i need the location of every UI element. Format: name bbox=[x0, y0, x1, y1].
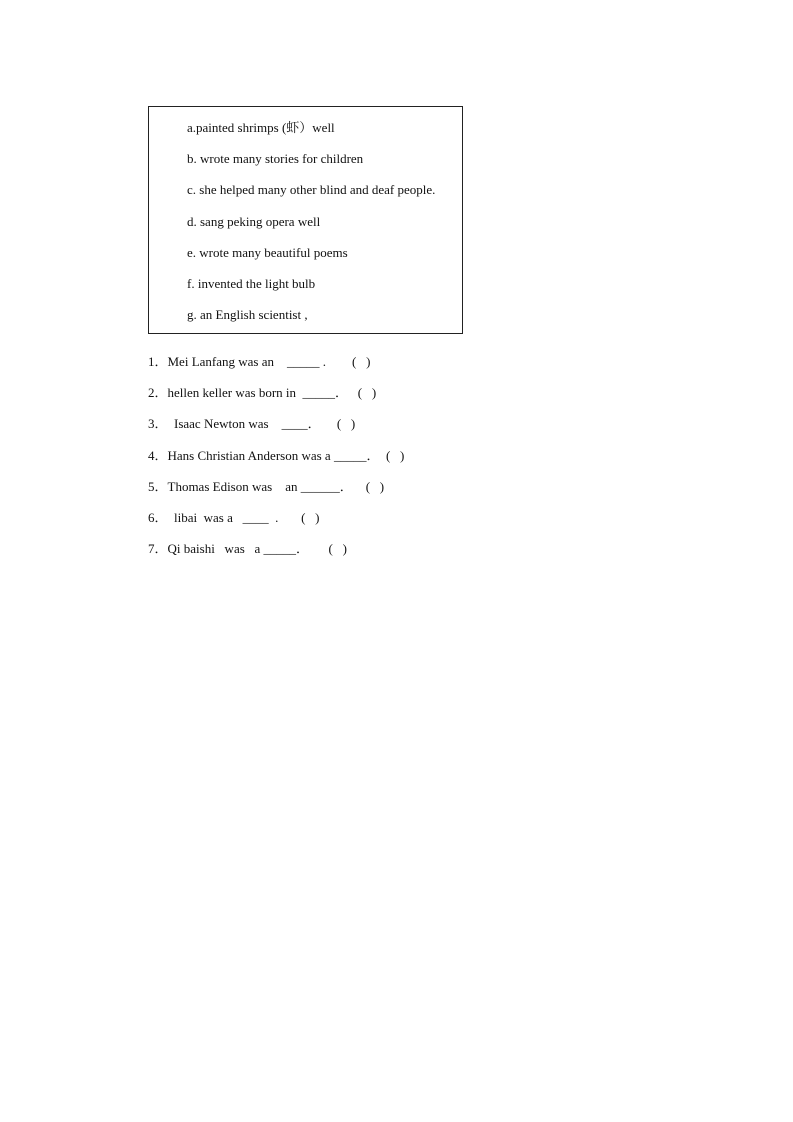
option-f: f. invented the light bulb bbox=[187, 276, 316, 291]
question-4: 4．Hans Christian Anderson was a _____． ( ) bbox=[148, 448, 405, 463]
answer-options-box bbox=[148, 106, 463, 334]
option-a: a.painted shrimps (虾）well bbox=[187, 120, 335, 135]
question-5: 5．Thomas Edison was an ______． ( ) bbox=[148, 479, 385, 494]
option-b: b. wrote many stories for children bbox=[187, 151, 364, 166]
option-g: g. an English scientist , bbox=[187, 307, 308, 322]
option-c: c. she helped many other blind and deaf people. bbox=[187, 182, 436, 197]
question-1: 1．Mei Lanfang was an _____ . ( ) bbox=[148, 354, 371, 369]
question-6: 6． libai was a ____ . ( ) bbox=[148, 510, 320, 525]
question-2: 2．hellen keller was born in _____． ( ) bbox=[148, 385, 377, 400]
question-3: 3． Isaac Newton was ____． ( ) bbox=[148, 416, 356, 431]
question-7: 7．Qi baishi was a _____． ( ) bbox=[148, 541, 347, 556]
option-d: d. sang peking opera well bbox=[187, 214, 321, 229]
option-e: e. wrote many beautiful poems bbox=[187, 245, 348, 260]
